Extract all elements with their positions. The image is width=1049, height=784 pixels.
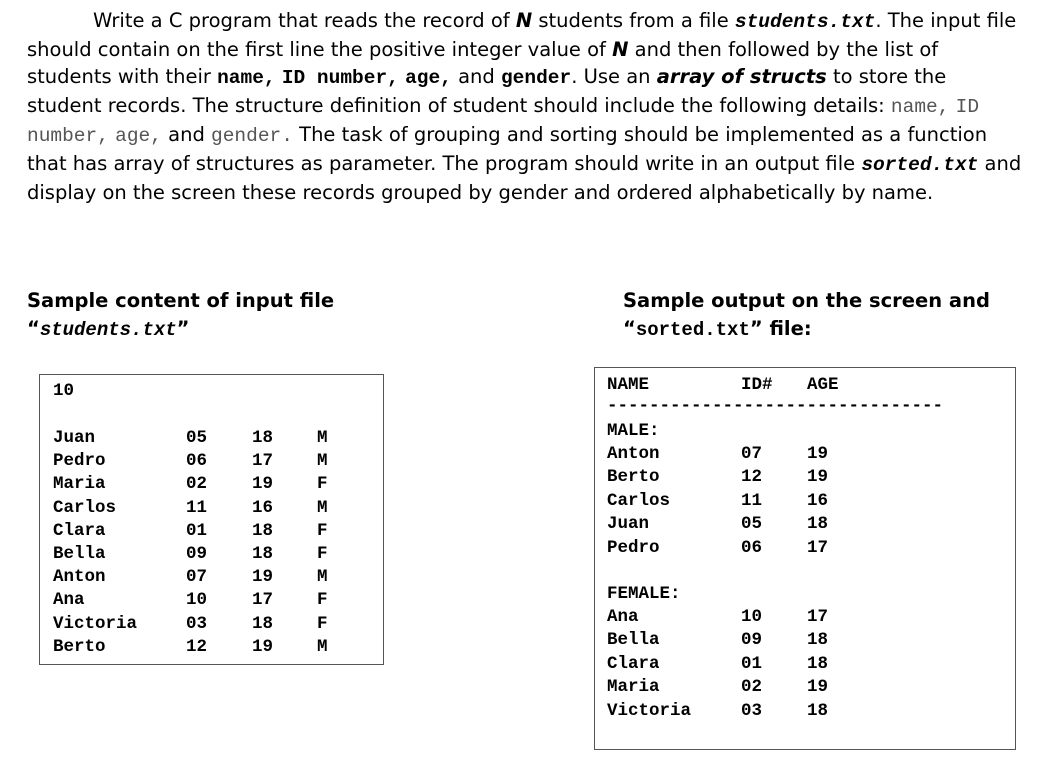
table-cell: F (317, 613, 328, 634)
table-cell: Pedro (607, 537, 660, 558)
table-cell: 17 (807, 537, 829, 558)
table-cell: M (317, 567, 328, 588)
table-cell: M (317, 428, 328, 448)
table-cell: Maria (607, 677, 660, 698)
table-cell: 05 (186, 428, 208, 448)
table-cell: Carlos (53, 497, 117, 518)
field-age: age, (405, 67, 452, 89)
table-row (607, 677, 927, 700)
table-cell: 06 (741, 537, 763, 558)
output-heading-filename: sorted.txt (635, 319, 750, 341)
table-cell: 18 (252, 428, 274, 448)
table-cell: Berto (53, 636, 106, 657)
table-cell: 09 (186, 544, 208, 564)
problem-statement: Write a C program that reads the record of N students from a file students.txt. The input file should contain on the first line the positive integer value of N and then followed by the list of students with their name, ID number, age, and gender. Use an array of structs to store the student records. The structure definition of student should include the following details: name, ID number, age, and gender. The task of grouping and sorting should be implemented as a function that has array of structures as parameter. The program should write in an output file sorted.txt and display on the screen these records grouped by gender and ordered alphabetically by name. (27, 9, 1022, 204)
table-cell: Victoria (53, 613, 138, 634)
input-heading-filename: students.txt (39, 319, 177, 341)
table-cell: Bella (53, 544, 106, 564)
table-cell: 03 (186, 613, 208, 634)
table-cell: 19 (252, 636, 274, 657)
table-cell: 18 (807, 700, 829, 721)
table-row (53, 567, 373, 590)
table-cell: Carlos (607, 490, 671, 511)
table-cell: 18 (252, 520, 274, 541)
female-label: FEMALE: (607, 584, 681, 604)
table-row (53, 451, 373, 474)
table-cell: 10 (741, 607, 763, 627)
output-header-row (607, 375, 987, 398)
table-cell: 17 (252, 590, 274, 611)
header-id: ID# (741, 375, 773, 395)
table-row (607, 444, 927, 467)
field-id: ID number, (281, 67, 399, 89)
table-cell: M (317, 451, 328, 472)
table-cell: F (317, 590, 328, 611)
male-label: MALE: (607, 421, 660, 441)
table-row (53, 590, 373, 613)
header-name: NAME (607, 375, 650, 395)
struct-field-age: age, (115, 125, 162, 147)
separator-line: -------------------------------- (607, 396, 944, 416)
table-row (607, 514, 927, 537)
table-row (53, 637, 373, 660)
array-of-structs: array of structs (656, 65, 827, 88)
table-cell: 02 (186, 474, 208, 495)
input-filename: students.txt (734, 11, 876, 33)
table-cell: Maria (53, 474, 106, 495)
table-row (53, 474, 373, 497)
table-cell: 11 (186, 497, 208, 518)
table-cell: 17 (807, 607, 829, 627)
table-row (53, 521, 373, 544)
table-cell: 19 (252, 474, 274, 495)
table-row (53, 614, 373, 637)
input-file-box (39, 374, 384, 665)
struct-field-gender: gender. (211, 125, 293, 147)
table-row (53, 498, 373, 521)
table-cell: 18 (807, 514, 829, 535)
table-cell: Clara (53, 520, 106, 541)
table-row (53, 544, 373, 567)
table-cell: 19 (807, 444, 829, 464)
table-cell: 09 (741, 630, 763, 651)
table-cell: 19 (807, 677, 829, 698)
struct-field-id: ID number, (27, 96, 980, 147)
table-cell: Victoria (607, 700, 692, 721)
table-cell: 18 (807, 630, 829, 651)
table-cell: Pedro (53, 451, 106, 472)
output-screen-box (594, 367, 1016, 750)
student-count: 10 (53, 381, 75, 401)
table-cell: 19 (252, 567, 274, 588)
table-cell: F (317, 474, 328, 495)
n-symbol: N (515, 9, 533, 32)
stmt-text: Write a C program that reads the record of (93, 9, 516, 32)
table-cell: F (317, 520, 328, 541)
table-row (607, 654, 927, 677)
output-filename: sorted.txt (861, 154, 979, 176)
table-cell: 11 (741, 490, 763, 511)
table-cell: 06 (186, 451, 208, 472)
table-cell: F (317, 544, 328, 564)
table-cell: 07 (186, 567, 208, 588)
table-row (607, 491, 927, 514)
table-cell: 18 (807, 653, 829, 674)
table-cell: 12 (741, 467, 763, 488)
table-cell: Bella (607, 630, 660, 651)
table-cell: M (317, 497, 328, 518)
table-cell: 01 (186, 520, 208, 541)
table-row (607, 538, 927, 561)
table-cell: 07 (741, 444, 763, 464)
output-heading: Sample output on the screen and “sorted.txt” file: (623, 289, 990, 341)
table-cell: Berto (607, 467, 660, 488)
field-name: name, (217, 67, 276, 89)
n-symbol: N (612, 38, 629, 61)
table-row (607, 630, 927, 653)
table-cell: 01 (741, 653, 763, 674)
table-row (607, 467, 927, 490)
table-cell: 17 (252, 451, 274, 472)
table-cell: Anton (607, 444, 660, 464)
table-cell: 16 (252, 497, 274, 518)
header-age: AGE (807, 375, 839, 395)
table-cell: 16 (807, 490, 829, 511)
table-cell: 12 (186, 636, 208, 657)
table-cell: Ana (53, 590, 85, 611)
table-cell: 19 (807, 467, 829, 488)
field-gender: gender (500, 67, 572, 89)
table-cell: Clara (607, 653, 660, 674)
table-cell: Anton (53, 567, 106, 588)
table-cell: Ana (607, 607, 639, 627)
table-row (53, 428, 373, 451)
table-cell: 02 (741, 677, 763, 698)
input-heading: Sample content of input file “students.txt” (27, 289, 335, 341)
table-row (607, 701, 927, 724)
table-cell: 10 (186, 590, 208, 611)
table-cell: Juan (53, 428, 96, 448)
table-cell: 18 (252, 613, 274, 634)
struct-field-name: name, (890, 96, 950, 118)
table-cell: Juan (607, 514, 650, 535)
table-cell: 03 (741, 700, 763, 721)
table-cell: M (317, 636, 328, 657)
table-row (607, 607, 927, 630)
table-cell: 05 (741, 514, 763, 535)
table-cell: 18 (252, 544, 274, 564)
